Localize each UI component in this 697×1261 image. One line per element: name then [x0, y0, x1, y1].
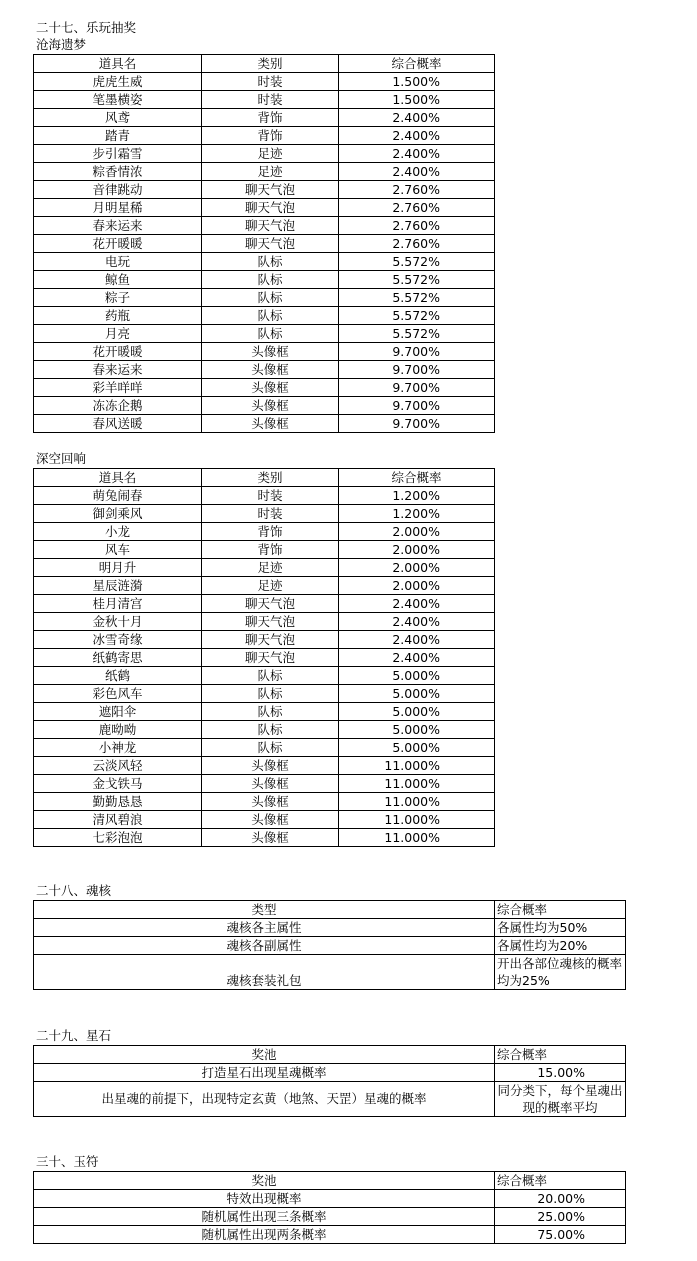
cell-probability: 2.400% — [339, 145, 495, 163]
header-type: 类型 — [34, 901, 495, 919]
cell-probability: 5.572% — [339, 307, 495, 325]
cell-probability: 1.500% — [339, 91, 495, 109]
cell-item-name: 纸鹤 — [34, 667, 202, 685]
table-row — [34, 937, 626, 955]
cell-probability: 2.760% — [339, 217, 495, 235]
header-category: 类别 — [202, 55, 339, 73]
cell-item-name: 月明星稀 — [34, 199, 202, 217]
cell-pool: 特效出现概率 — [34, 1190, 495, 1208]
cell-probability: 各属性均为20% — [495, 937, 626, 955]
cell-category: 队标 — [202, 685, 339, 703]
cell-item-name: 春来运来 — [34, 217, 202, 235]
cell-category: 聊天气泡 — [202, 199, 339, 217]
cell-probability: 1.200% — [339, 487, 495, 505]
cell-item-name: 星辰涟漪 — [34, 577, 202, 595]
cell-category: 足迹 — [202, 559, 339, 577]
table-row — [34, 343, 495, 361]
table-row — [34, 739, 495, 757]
cell-probability: 各属性均为50% — [495, 919, 626, 937]
cell-probability: 15.00% — [495, 1064, 626, 1082]
cell-item-name: 桂月清宫 — [34, 595, 202, 613]
cell-category: 时装 — [202, 505, 339, 523]
cell-category: 队标 — [202, 667, 339, 685]
header-pool: 奖池 — [34, 1046, 495, 1064]
cell-category: 队标 — [202, 703, 339, 721]
cell-probability: 5.000% — [339, 703, 495, 721]
cell-probability: 11.000% — [339, 829, 495, 847]
table-header-row — [34, 55, 495, 73]
cell-probability: 2.000% — [339, 523, 495, 541]
table-row — [34, 919, 626, 937]
header-probability: 综合概率 — [495, 1046, 626, 1064]
cell-probability: 5.000% — [339, 685, 495, 703]
table-row — [34, 703, 495, 721]
table-row — [34, 1226, 626, 1244]
table-row — [34, 631, 495, 649]
cell-category: 背饰 — [202, 109, 339, 127]
cell-probability: 75.00% — [495, 1226, 626, 1244]
cell-probability: 20.00% — [495, 1190, 626, 1208]
cell-item-name: 虎虎生威 — [34, 73, 202, 91]
table-row — [34, 649, 495, 667]
cell-probability: 2.000% — [339, 559, 495, 577]
cell-probability: 9.700% — [339, 415, 495, 433]
cell-item-name: 彩羊咩咩 — [34, 379, 202, 397]
cell-item-name: 勤勤恳恳 — [34, 793, 202, 811]
table-row — [34, 253, 495, 271]
cell-item-name: 踏青 — [34, 127, 202, 145]
table-row — [34, 793, 495, 811]
cell-category: 头像框 — [202, 829, 339, 847]
table-row — [34, 1082, 626, 1117]
cell-probability: 5.000% — [339, 721, 495, 739]
cell-probability: 2.000% — [339, 541, 495, 559]
table-row — [34, 559, 495, 577]
table-row — [34, 613, 495, 631]
cell-category: 背饰 — [202, 523, 339, 541]
section-28-title: 二十八、魂核 — [36, 883, 112, 898]
pool-2-table — [33, 468, 495, 847]
cell-category: 时装 — [202, 73, 339, 91]
cell-category: 时装 — [202, 487, 339, 505]
cell-item-name: 小神龙 — [34, 739, 202, 757]
table-row — [34, 685, 495, 703]
cell-probability: 同分类下，每个星魂出现的概率平均 — [495, 1082, 626, 1117]
table-row — [34, 217, 495, 235]
cell-probability: 9.700% — [339, 379, 495, 397]
cell-item-name: 步引霜雪 — [34, 145, 202, 163]
section-27-title: 二十七、乐玩抽奖 — [36, 20, 137, 35]
cell-item-name: 云淡风轻 — [34, 757, 202, 775]
cell-item-name: 七彩泡泡 — [34, 829, 202, 847]
table-row — [34, 325, 495, 343]
cell-item-name: 药瓶 — [34, 307, 202, 325]
table-row — [34, 235, 495, 253]
cell-category: 足迹 — [202, 145, 339, 163]
cell-probability: 5.000% — [339, 667, 495, 685]
table-row — [34, 721, 495, 739]
table-row — [34, 415, 495, 433]
table-row — [34, 955, 626, 990]
cell-pool: 出星魂的前提下，出现特定玄黄（地煞、天罡）星魂的概率 — [34, 1082, 495, 1117]
cell-probability: 1.500% — [339, 73, 495, 91]
cell-probability: 11.000% — [339, 757, 495, 775]
header-category: 类别 — [202, 469, 339, 487]
cell-probability: 2.760% — [339, 199, 495, 217]
pool-1-name: 沧海遗梦 — [36, 37, 87, 52]
cell-probability: 9.700% — [339, 397, 495, 415]
cell-probability: 1.200% — [339, 505, 495, 523]
table-row — [34, 487, 495, 505]
cell-item-name: 纸鹤寄思 — [34, 649, 202, 667]
header-probability: 综合概率 — [495, 1172, 626, 1190]
cell-item-name: 小龙 — [34, 523, 202, 541]
cell-item-name: 风车 — [34, 541, 202, 559]
cell-category: 队标 — [202, 307, 339, 325]
table-row — [34, 1064, 626, 1082]
cell-probability: 25.00% — [495, 1208, 626, 1226]
cell-probability: 5.572% — [339, 325, 495, 343]
cell-item-name: 鹿呦呦 — [34, 721, 202, 739]
cell-probability: 2.400% — [339, 631, 495, 649]
table-header-row — [34, 469, 495, 487]
cell-item-name: 遮阳伞 — [34, 703, 202, 721]
cell-probability: 2.760% — [339, 181, 495, 199]
cell-category: 聊天气泡 — [202, 613, 339, 631]
cell-item-name: 月亮 — [34, 325, 202, 343]
cell-item-name: 春风送暖 — [34, 415, 202, 433]
cell-probability: 5.572% — [339, 253, 495, 271]
cell-category: 队标 — [202, 253, 339, 271]
cell-category: 聊天气泡 — [202, 217, 339, 235]
cell-item-name: 鲸鱼 — [34, 271, 202, 289]
cell-category: 头像框 — [202, 811, 339, 829]
cell-category: 时装 — [202, 91, 339, 109]
cell-probability: 9.700% — [339, 343, 495, 361]
cell-item-name: 笔墨横姿 — [34, 91, 202, 109]
table-row — [34, 307, 495, 325]
cell-probability: 2.400% — [339, 649, 495, 667]
cell-category: 队标 — [202, 289, 339, 307]
table-row — [34, 397, 495, 415]
cell-category: 聊天气泡 — [202, 595, 339, 613]
cell-pool: 随机属性出现三条概率 — [34, 1208, 495, 1226]
table-row — [34, 163, 495, 181]
cell-item-name: 萌兔闹春 — [34, 487, 202, 505]
table-row — [34, 91, 495, 109]
table-header-row — [34, 1172, 626, 1190]
table-row — [34, 271, 495, 289]
cell-category: 队标 — [202, 739, 339, 757]
star-stone-table — [33, 1045, 626, 1117]
cell-category: 聊天气泡 — [202, 235, 339, 253]
soul-core-table — [33, 900, 626, 990]
cell-item-name: 春来运来 — [34, 361, 202, 379]
cell-category: 聊天气泡 — [202, 649, 339, 667]
table-row — [34, 667, 495, 685]
cell-probability: 开出各部位魂核的概率均为25% — [495, 955, 626, 990]
table-row — [34, 181, 495, 199]
cell-probability: 5.572% — [339, 289, 495, 307]
table-row — [34, 523, 495, 541]
cell-item-name: 风鸢 — [34, 109, 202, 127]
cell-probability: 9.700% — [339, 361, 495, 379]
header-probability: 综合概率 — [339, 55, 495, 73]
jade-talisman-table — [33, 1171, 626, 1244]
section-30-title: 三十、玉符 — [36, 1154, 99, 1169]
cell-category: 头像框 — [202, 397, 339, 415]
cell-category: 头像框 — [202, 379, 339, 397]
table-row — [34, 775, 495, 793]
table-row — [34, 577, 495, 595]
cell-category: 头像框 — [202, 775, 339, 793]
table-row — [34, 1208, 626, 1226]
header-item-name: 道具名 — [34, 55, 202, 73]
cell-probability: 11.000% — [339, 811, 495, 829]
table-row — [34, 289, 495, 307]
cell-category: 头像框 — [202, 361, 339, 379]
table-row — [34, 595, 495, 613]
table-row — [34, 73, 495, 91]
cell-item-name: 粽香情浓 — [34, 163, 202, 181]
cell-probability: 2.760% — [339, 235, 495, 253]
cell-item-name: 明月升 — [34, 559, 202, 577]
header-item-name: 道具名 — [34, 469, 202, 487]
cell-probability: 5.000% — [339, 739, 495, 757]
cell-probability: 2.400% — [339, 613, 495, 631]
header-pool: 奖池 — [34, 1172, 495, 1190]
cell-pool: 随机属性出现两条概率 — [34, 1226, 495, 1244]
cell-category: 队标 — [202, 721, 339, 739]
cell-probability: 2.400% — [339, 595, 495, 613]
cell-category: 队标 — [202, 271, 339, 289]
cell-category: 聊天气泡 — [202, 631, 339, 649]
cell-item-name: 粽子 — [34, 289, 202, 307]
cell-type: 魂核各副属性 — [34, 937, 495, 955]
table-row — [34, 541, 495, 559]
header-probability: 综合概率 — [495, 901, 626, 919]
table-header-row — [34, 1046, 626, 1064]
cell-category: 头像框 — [202, 793, 339, 811]
cell-category: 头像框 — [202, 757, 339, 775]
cell-category: 头像框 — [202, 415, 339, 433]
pool-1-table — [33, 54, 495, 433]
cell-type: 魂核各主属性 — [34, 919, 495, 937]
cell-item-name: 电玩 — [34, 253, 202, 271]
cell-category: 背饰 — [202, 541, 339, 559]
cell-category: 足迹 — [202, 577, 339, 595]
table-row — [34, 109, 495, 127]
cell-item-name: 冻冻企鹅 — [34, 397, 202, 415]
cell-category: 背饰 — [202, 127, 339, 145]
cell-category: 头像框 — [202, 343, 339, 361]
cell-probability: 2.400% — [339, 109, 495, 127]
cell-probability: 2.000% — [339, 577, 495, 595]
cell-probability: 2.400% — [339, 127, 495, 145]
cell-category: 足迹 — [202, 163, 339, 181]
cell-pool: 打造星石出现星魂概率 — [34, 1064, 495, 1082]
cell-item-name: 金戈铁马 — [34, 775, 202, 793]
table-row — [34, 505, 495, 523]
cell-probability: 5.572% — [339, 271, 495, 289]
cell-item-name: 音律跳动 — [34, 181, 202, 199]
cell-item-name: 花开暖暖 — [34, 235, 202, 253]
table-row — [34, 811, 495, 829]
table-row — [34, 829, 495, 847]
table-row — [34, 757, 495, 775]
cell-item-name: 冰雪奇缘 — [34, 631, 202, 649]
cell-item-name: 彩色风车 — [34, 685, 202, 703]
cell-item-name: 清风碧浪 — [34, 811, 202, 829]
cell-category: 队标 — [202, 325, 339, 343]
table-row — [34, 199, 495, 217]
table-row — [34, 1190, 626, 1208]
cell-probability: 2.400% — [339, 163, 495, 181]
cell-item-name: 花开暖暖 — [34, 343, 202, 361]
cell-item-name: 金秋十月 — [34, 613, 202, 631]
header-probability: 综合概率 — [339, 469, 495, 487]
cell-probability: 11.000% — [339, 775, 495, 793]
section-29-title: 二十九、星石 — [36, 1028, 112, 1043]
table-row — [34, 379, 495, 397]
table-row — [34, 127, 495, 145]
cell-type: 魂核套装礼包 — [34, 955, 495, 990]
pool-2-name: 深空回响 — [36, 451, 87, 466]
cell-category: 聊天气泡 — [202, 181, 339, 199]
table-row — [34, 145, 495, 163]
cell-probability: 11.000% — [339, 793, 495, 811]
table-header-row — [34, 901, 626, 919]
cell-item-name: 御剑乘风 — [34, 505, 202, 523]
table-row — [34, 361, 495, 379]
